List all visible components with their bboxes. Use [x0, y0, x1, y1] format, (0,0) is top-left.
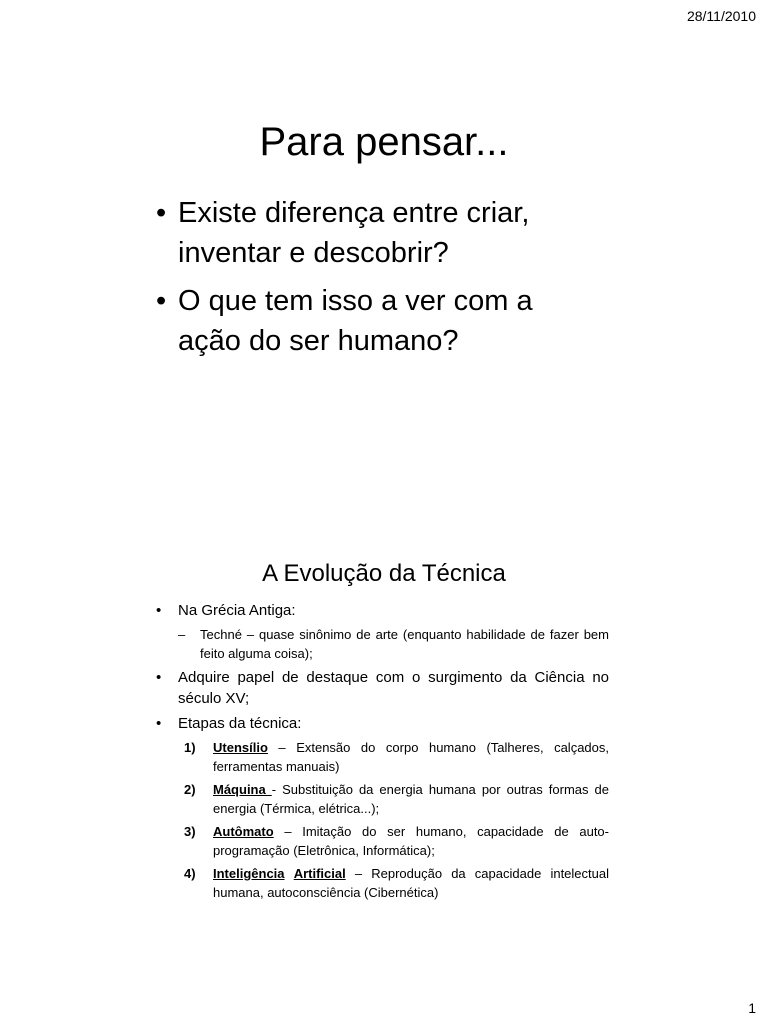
slide2-bullet-item [156, 600, 609, 621]
slide1-bullet-item [156, 281, 596, 361]
step-number: 1) [184, 740, 196, 755]
dash-icon: – [178, 627, 186, 642]
technique-step [156, 780, 609, 818]
bullet-icon: • [156, 669, 162, 686]
technique-step [156, 738, 609, 776]
slide2-content [156, 600, 609, 906]
step-number: 4) [184, 866, 196, 881]
step-description: – Reprodução da capacidade intelectual humana, autoconsciência (Cibernética) [213, 866, 609, 900]
step-number: 3) [184, 824, 196, 839]
technique-steps-list [156, 738, 609, 902]
step-description: – Extensão do corpo humano (Talheres, calçados, ferramentas manuais) [213, 740, 609, 774]
step-description: - Substituição da energia humana por outras formas de energia (Térmica, elétrica...); [213, 782, 609, 816]
slide1-bullet-list [156, 193, 596, 369]
technique-step [156, 864, 609, 902]
slide1-bullet-item [156, 193, 596, 273]
page-date: 28/11/2010 [686, 8, 756, 24]
slide1-bullet-text: O que tem isso a ver com a ação do ser humano? [178, 285, 533, 357]
step-term-2: Artificial [293, 866, 346, 881]
bullet-icon: • [156, 715, 162, 732]
bullet-icon: • [156, 285, 167, 317]
slide2-bullet-text: Na Grécia Antiga: [178, 602, 296, 619]
page-number: 1 [748, 1000, 756, 1016]
slide2-bullet-text: Adquire papel de destaque com o surgimento da Ciência no século XV; [178, 669, 609, 707]
slide2-sub-text: Techné – quase sinônimo de arte (enquanto habilidade de fazer bem feito alguma coisa); [200, 627, 609, 661]
step-term: Inteligência [213, 866, 285, 881]
step-number: 2) [184, 782, 196, 797]
slide2-title: A Evolução da Técnica [262, 560, 506, 587]
slide1-bullet-text: Existe diferença entre criar, inventar e descobrir? [178, 197, 530, 269]
bullet-icon: • [156, 602, 162, 619]
step-term: Utensílio [213, 740, 268, 755]
step-term: Autômato [213, 824, 274, 839]
slide2-bullet-item [156, 667, 609, 709]
technique-step [156, 822, 609, 860]
slide2-bullet-item [156, 713, 609, 734]
bullet-icon: • [156, 197, 167, 229]
slide2-sub-item [156, 625, 609, 663]
slide2-bullet-text: Etapas da técnica: [178, 715, 302, 732]
step-term: Máquina [213, 782, 272, 797]
step-description: – Imitação do ser humano, capacidade de auto-programação (Eletrônica, Informática); [213, 824, 609, 858]
slide1-title: Para pensar... [259, 120, 509, 164]
